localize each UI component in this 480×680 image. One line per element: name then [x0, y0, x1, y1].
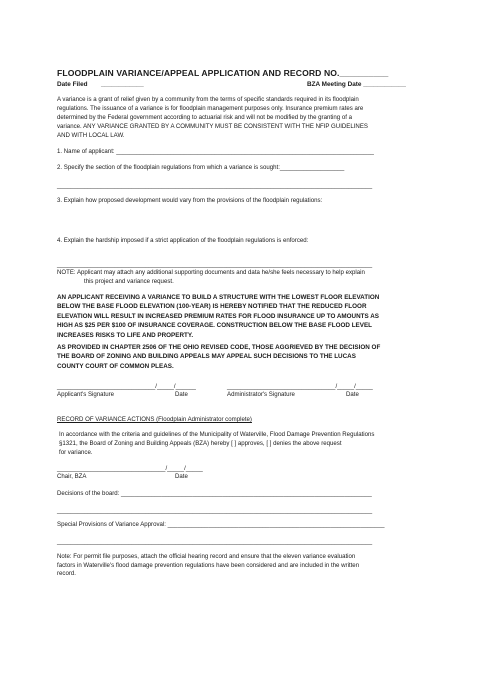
record-heading: RECORD OF VARIANCE ACTIONS (Floodplain Administrator complete): [57, 416, 252, 423]
appeal-line: AS PROVIDED IN CHAPTER 2506 OF THE OHIO REVISED CODE, THOSE AGGRIEVED BY THE DECISION OF: [57, 344, 381, 351]
intro-line: determined by the Federal government according to actuarial risk and will not be modified by the granting of a: [57, 113, 353, 121]
warning-line: INCREASES RISKS TO LIFE AND PROPERTY.: [57, 331, 194, 339]
appeal-line: COUNTY COURT OF COMMON PLEAS.: [57, 362, 174, 370]
record-line: §1321, the Board of Zoning and Building Appeals (BZA) hereby [ ] approves, [ ] denies the above request: [59, 439, 342, 447]
intro-line: variance. ANY VARIANCE GRANTED BY A COMMUNITY MUST BE CONSISTENT WITH THE NFIP GUIDELINES: [57, 122, 368, 130]
administrator-signature-field[interactable]: ________________________________/_____/_____: [227, 383, 373, 390]
applicant-date-label: Date: [175, 391, 188, 398]
date-filed-label: Date Filed: [57, 81, 88, 88]
applicant-note: [57, 269, 423, 286]
insurance-warning: [57, 293, 423, 340]
intro-line: regulations. The issuance of a variance is for floodplain management purposes only. Insurance premium rates are: [57, 104, 364, 112]
applicant-name-field[interactable]: 1. Name of applicant: ____________________________________________________________________________: [57, 148, 374, 155]
regulation-section-field[interactable]: 2. Specify the section of the floodplain regulations from which a variance is sought:___________________: [57, 164, 345, 171]
bza-meeting-date-field[interactable]: BZA Meeting Date ____________: [307, 81, 406, 88]
special-provisions-field[interactable]: Special Provisions of Variance Approval: ________________________________________________________________: [57, 521, 385, 528]
decisions-field[interactable]: Decisions of the board: __________________________________________________________________________: [57, 490, 372, 497]
chair-date-label: Date: [175, 473, 188, 480]
intro-line: A variance is a grant of relief given by a community from the terms of specific standards required in its floodplain: [57, 96, 359, 103]
special-provisions-continuation[interactable]: _____________________________________________________________________________________________: [57, 538, 373, 545]
applicant-signature-label: Applicant's Signature: [57, 391, 115, 398]
hardship-answer-field[interactable]: _____________________________________________________________________________________________: [57, 261, 373, 268]
form-title: FLOODPLAIN VARIANCE/APPEAL APPLICATION AND RECORD NO.__________: [57, 68, 389, 78]
footer-note-line: record.: [57, 570, 76, 578]
decisions-continuation[interactable]: _____________________________________________________________________________________________: [57, 507, 373, 514]
warning-line: HIGH AS $25 PER $100 OF INSURANCE COVERAGE. CONSTRUCTION BELOW THE BASE FLOOD LEVEL: [57, 322, 373, 330]
chair-label: Chair, BZA: [57, 473, 87, 480]
record-line: for variance.: [59, 448, 93, 456]
intro-paragraph: [57, 96, 423, 141]
chair-signature-field[interactable]: ________________________________/_____/_____: [57, 465, 203, 472]
record-paragraph: [59, 431, 425, 457]
record-line: In accordance with the criteria and guidelines of the Municipality of Waterville, Flood Damage Prevention Regulations: [59, 431, 375, 438]
administrator-date-label: Date: [346, 391, 359, 398]
note-line: NOTE: Applicant may attach any additional supporting documents and data he/she feels necessary to help explain: [57, 269, 365, 276]
warning-line: ELEVATION WILL RESULT IN INCREASED PREMIUM RATES FOR FLOOD INSURANCE UP TO AMOUNTS AS: [57, 312, 379, 320]
regulation-section-continuation[interactable]: _____________________________________________________________________________________________: [57, 182, 373, 189]
appeal-notice: [57, 343, 423, 371]
footer-note-line: Note: For permit file purposes, attach the official hearing record and ensure that the eleven variance evaluation: [57, 553, 356, 560]
appeal-line: THE BOARD OF ZONING AND BUILDING APPEALS MAY APPEAL SUCH DECISIONS TO THE LUCAS: [57, 353, 356, 361]
note-line: this project and variance request.: [84, 277, 174, 285]
applicant-signature-field[interactable]: _____________________________/_____/______: [57, 383, 196, 390]
administrator-signature-label: Administrator's Signature: [227, 391, 295, 398]
question-3-label: 3. Explain how proposed development would vary from the provisions of the floodplain regulations:: [57, 197, 323, 204]
intro-line: AND WITH LOCAL LAW.: [57, 131, 125, 139]
date-filed-field[interactable]: ____________: [101, 81, 144, 88]
warning-line: BELOW THE BASE FLOOD ELEVATION (100-YEAR) IS HEREBY NOTIFIED THAT THE REDUCED FLOOR: [57, 303, 367, 311]
warning-line: AN APPLICANT RECEIVING A VARIANCE TO BUILD A STRUCTURE WITH THE LOWEST FLOOR ELEVATION: [57, 294, 380, 301]
footer-note-line: factors in Waterville's flood damage prevention regulations have been considered and are included in the written: [57, 561, 360, 569]
question-4-label: 4. Explain the hardship imposed if a strict application of the floodplain regulations is enforced:: [57, 237, 309, 244]
footer-note: [57, 553, 423, 579]
